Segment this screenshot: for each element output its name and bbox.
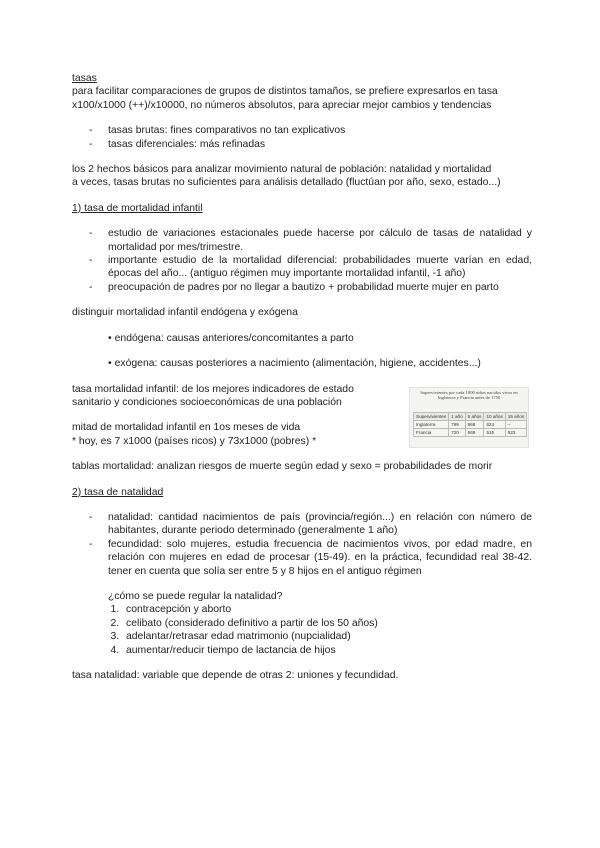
table-cell: 569 [465, 428, 484, 436]
mortalidad-infantil-block [72, 383, 532, 449]
table-cell: 624 [484, 420, 505, 428]
supervivientes-table [413, 412, 527, 438]
endogena-text: endógena: causas anteriores/concomitantes a parto [114, 332, 354, 344]
tasa-mi-line-1: tasa mortalidad infantil: de los mejores indicadores de estado [72, 383, 354, 395]
pregunta-text: ¿cómo se puede regular la natalidad? [108, 590, 283, 602]
tasas-list [72, 124, 532, 151]
bullet-dot-icon: • [108, 332, 112, 344]
hechos-line-1: los 2 hechos básicos para analizar movimiento natural de población: natalidad y mortalidad [72, 164, 492, 176]
document-page [72, 72, 532, 682]
table-header: 1 año [449, 412, 466, 420]
table-cell: 720 [449, 428, 466, 436]
natalidad-list [72, 511, 532, 578]
table-row [414, 428, 527, 436]
table-cell: 799 [449, 420, 466, 428]
list-item: - preocupación de padres por no llegar a bautizo + probabilidad muerte mujer en parto [108, 281, 532, 294]
table-cell: – [505, 420, 526, 428]
table-header: 10 años [484, 412, 505, 420]
list-item: - natalidad: cantidad nacimientos de país (provincia/región...) en relación con número de habitantes, durante periodo determinado (generalmente 1 año) [108, 511, 532, 538]
hechos-line-2: a veces, tasas brutas no suficientes para análisis detallado (fluctúan por año, sexo, estado...) [72, 177, 501, 189]
table-header: 15 años [505, 412, 526, 420]
mitad-line-1: mitad de mortalidad infantil en 1os meses de vida [72, 422, 301, 434]
heading-tasas: tasas [72, 73, 97, 84]
table-header-row [414, 412, 527, 420]
exogena-item [72, 357, 532, 370]
intro-line-1: para facilitar comparaciones de grupos de distintos tamaños, se prefiere expresarlos en tasa [72, 86, 498, 98]
section-2-title: 2) tasa de natalidad [72, 486, 164, 498]
endogena-item [72, 332, 532, 345]
table-row [414, 420, 527, 428]
intro-line-2: x100/x1000 (++)/x10000, no números absolutos, para apreciar mejor cambios y tendencias [72, 99, 492, 111]
list-item: - tasas brutas: fines comparativos no tan explicativos [108, 124, 532, 137]
list-item: 2. celibato (considerado definitivo a partir de los 50 años) [122, 617, 532, 630]
bullet-dot-icon: • [108, 358, 112, 370]
mitad-line-2: * hoy, es 7 x1000 (países ricos) y 73x1000 (pobres) * [72, 435, 317, 447]
regular-list [72, 603, 532, 657]
list-item: - tasas diferenciales: más refinadas [108, 138, 532, 151]
conclusion-text: tasa natalidad: variable que depende de otras 2: uniones y fecundidad. [72, 670, 399, 681]
tablas-mortalidad-text: tablas mortalidad: analizan riesgos de muerte según edad y sexo = probabilidades de morir [72, 461, 493, 473]
supervivientes-table-image [409, 387, 529, 449]
exogena-text: exógena: causas posteriores a nacimiento (alimentación, higiene, accidentes...) [114, 358, 481, 370]
distinguir-text: distinguir mortalidad infantil endógena y exógena [72, 307, 298, 319]
table-cell: 516 [484, 428, 505, 436]
mortalidad-list [72, 227, 532, 294]
list-item: - importante estudio de la mortalidad diferencial: probabilidades muerte varían en edad, épocas del año... (antiguo régimen muy importante mortalidad infantil, -1 año) [108, 254, 532, 281]
list-item: 4. aumentar/reducir tiempo de lactancia de hijos [122, 644, 532, 657]
table-cell: 523 [505, 428, 526, 436]
table-header: 5 años [465, 412, 484, 420]
table-cell: 668 [465, 420, 484, 428]
list-item: 1. contracepción y aborto [122, 603, 532, 616]
table-cell: Inglaterra [414, 420, 449, 428]
list-item: - fecundidad: solo mujeres, estudia frecuencia de nacimientos vivos, por edad madre, en relación con mujeres en edad de procesar (15-49). en la práctica, fecundidad real 38-42. tener en cuenta que solía ser entre 5 y 8 hijos en el antiguo régimen [108, 538, 532, 578]
section-1-title: 1) tasa de mortalidad infantil [72, 202, 203, 214]
table-header: Supervivientes [414, 412, 449, 420]
list-item: - estudio de variaciones estacionales puede hacerse por cálculo de tasas de natalidad y mortalidad por mes/trimestre. [108, 227, 532, 254]
list-item: 3. adelantar/retrasar edad matrimonio (nupcialidad) [122, 630, 532, 643]
image-caption: Supervivientes por cada 1000 niños nacidos vivos en Inglaterra y Francia antes de 1750 [420, 389, 518, 400]
tasa-mi-line-2: sanitario y condiciones socioeconómicas de una población [72, 396, 342, 408]
table-cell: Francia [414, 428, 449, 436]
